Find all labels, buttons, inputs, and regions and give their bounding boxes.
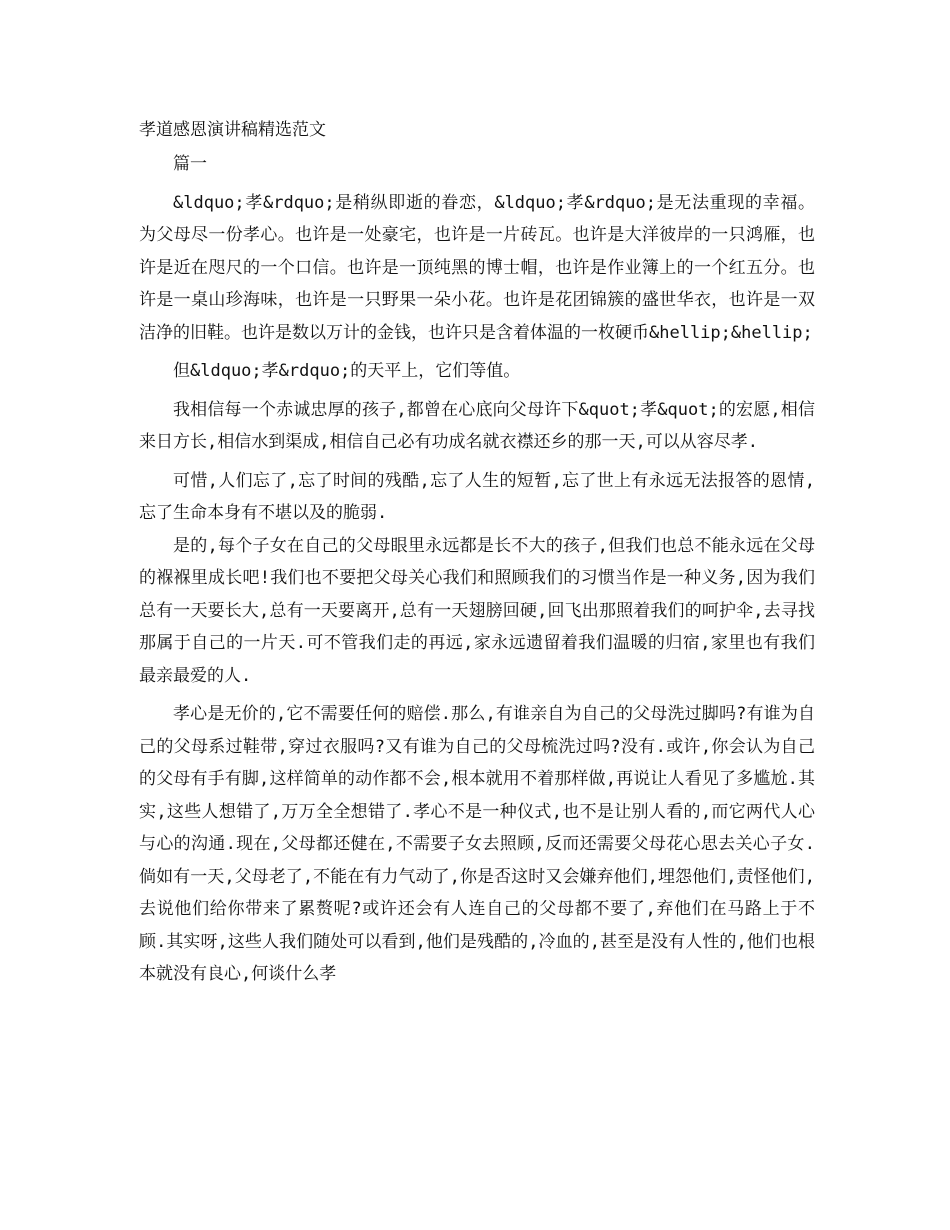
paragraph-5: 是的,每个子女在自己的父母眼里永远都是长不大的孩子,但我们也总不能永远在父母的褓褓里成长吧!我们也不要把父母关心我们和照顾我们的习惯当作是一种义务,因为我们总有一天要长大,总有一天要离开,总有一天翅膀回硬,回飞出那照着我们的呵护伞,去寻找那属于自己的一片天.可不管我们走的再远,家永远遗留着我们温暖的归宿,家里也有我们最亲最爱的人.: [139, 535, 815, 686]
document-page: [139, 112, 815, 991]
paragraph-1: &ldquo;孝&rdquo;是稍纵即逝的眷恋，&ldquo;孝&rdquo;是无法重现的幸福。为父母尽一份孝心。也许是一处豪宅，也许是一片砖瓦。也许是大洋彼岸的一只鸿雁，也许是近在咫尺的一个口信。也许是一顶纯黑的博士帽，也许是作业簿上的一个红五分。也许是一桌山珍海味，也许是一只野果一朵小花。也许是花团锦簇的盛世华衣，也许是一双洁净的旧鞋。也许是数以万计的金钱，也许只是含着体温的一枚硬币&hellip;&hellip;: [139, 192, 815, 343]
paragraph-2: 但&ldquo;孝&rdquo;的天平上，它们等值。: [173, 361, 521, 381]
section-label: 篇一: [173, 154, 207, 174]
paragraph-6: 孝心是无价的,它不需要任何的赔偿.那么,有谁亲自为自己的父母洗过脚吗?有谁为自己的父母系过鞋带,穿过衣服吗?又有谁为自己的父母梳洗过吗?没有.或许,你会认为自己的父母有手有脚,这样简单的动作都不会,根本就用不着那样做,再说让人看见了多尴尬.其实,这些人想错了,万万全全想错了.孝心不是一种仪式,也不是让别人看的,而它两代人心与心的沟通.现在,父母都还健在,不需要子女去照顾,反而还需要父母花心思去关心子女.倘如有一天,父母老了,不能在有力气动了,你是否这时又会嫌弃他们,埋怨他们,责怪他们,去说他们给你带来了累赘呢?或许还会有人连自己的父母都不要了,弃他们在马路上于不顾.其实呀,这些人我们随处可以看到,他们是残酷的,冷血的,甚至是没有人性的,他们也根本就没有良心,何谈什么孝: [139, 704, 815, 984]
paragraph-3: 我相信每一个赤诚忠厚的孩子,都曾在心底向父母许下&quot;孝&quot;的宏愿,相信来日方长,相信水到渠成,相信自己必有功成名就衣襟还乡的那一天,可以从容尽孝.: [139, 399, 815, 452]
paragraph-4: 可惜,人们忘了,忘了时间的残酷,忘了人生的短暂,忘了世上有永远无法报答的恩情,忘了生命本身有不堪以及的脆弱.: [139, 470, 815, 523]
document-title: 孝道感恩演讲稿精选范文: [139, 120, 326, 140]
